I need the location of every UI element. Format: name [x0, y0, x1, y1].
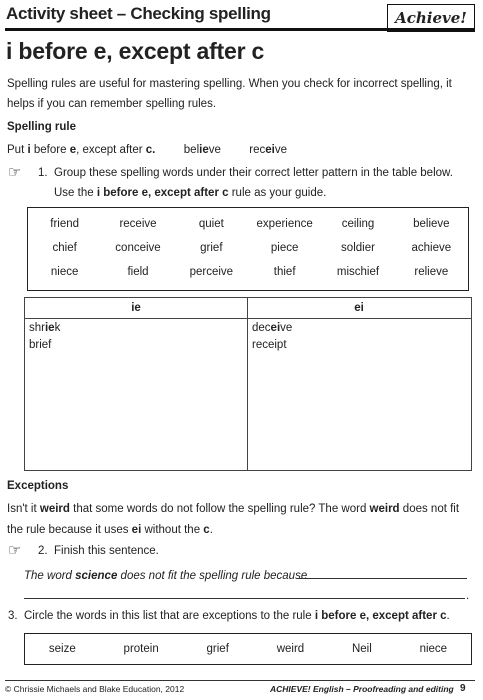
- step2-sentence: The word science does not fit the spelling rule because: [24, 570, 308, 582]
- word-bank-item: chief: [52, 242, 77, 254]
- spelling-rule-heading: Spelling rule: [7, 121, 77, 133]
- step2-text: Finish this sentence.: [54, 545, 159, 557]
- word-bank-item: field: [127, 266, 149, 278]
- word-bank-grid: [28, 215, 468, 282]
- page-number: 9: [460, 683, 466, 694]
- exception-words-row: [25, 634, 471, 664]
- word-bank-item: believe: [413, 218, 450, 230]
- pointing-hand-icon: ☞: [8, 163, 22, 181]
- rule-example-believe: believe: [183, 144, 221, 156]
- exception-word[interactable]: weird: [276, 643, 305, 655]
- word-bank-item: ceiling: [341, 218, 375, 230]
- word-bank-item: piece: [270, 242, 299, 254]
- table-header-ie: ie: [131, 302, 141, 314]
- word-bank-item: soldier: [341, 242, 375, 254]
- word-bank-box: [27, 207, 469, 291]
- table-entry: receipt: [252, 339, 287, 351]
- step1-text: Group these spelling words under their correct letter pattern in the table below. Use the i before e, except after c rule as your guide.: [54, 167, 453, 199]
- exception-word[interactable]: Neil: [351, 643, 372, 655]
- intro-paragraph: Spelling rules are useful for mastering spelling. When you check for incorrect spelling, it helps if you can remember spelling rules.: [7, 78, 452, 110]
- table-entry: shriek: [29, 322, 61, 334]
- word-bank-item: conceive: [115, 242, 161, 254]
- step2-number: 2.: [38, 545, 48, 557]
- word-bank-item: thief: [273, 266, 296, 278]
- answer-period: .: [466, 590, 470, 602]
- footer-divider: [5, 680, 475, 681]
- word-bank-item: grief: [200, 242, 223, 254]
- page-title: i before e, except after c: [6, 38, 265, 64]
- answer-line-2[interactable]: [24, 598, 465, 599]
- step3-number: 3.: [8, 610, 18, 622]
- exceptions-heading: Exceptions: [7, 480, 69, 492]
- exception-word[interactable]: grief: [206, 643, 229, 655]
- step3-text: Circle the words in this list that are exceptions to the rule i before e, except after c.: [24, 610, 450, 622]
- ei-column-entries: [252, 320, 292, 354]
- sheet-header-title: Activity sheet – Checking spelling: [6, 4, 271, 23]
- footer-copyright: © Chrissie Michaels and Blake Education, 2012: [5, 684, 185, 694]
- word-bank-item: niece: [50, 266, 79, 278]
- step1-number: 1.: [38, 167, 48, 179]
- word-bank-item: receive: [119, 218, 157, 230]
- word-bank-item: friend: [50, 218, 80, 230]
- word-bank-item: achieve: [411, 242, 452, 254]
- footer-book-title: ACHIEVE! English – Proofreading and editing: [270, 684, 454, 694]
- table-entry: deceive: [252, 322, 293, 334]
- word-bank-item: perceive: [189, 266, 234, 278]
- rule-example-receive: receive: [249, 144, 288, 156]
- header-divider: [5, 28, 475, 31]
- exception-word[interactable]: niece: [419, 643, 448, 655]
- exception-word[interactable]: seize: [48, 643, 76, 655]
- spelling-rule-line: Put i before e, except after c. believe receive: [7, 144, 288, 156]
- table-entry: brief: [29, 339, 52, 351]
- table-header-ei: ei: [354, 302, 364, 314]
- table-column-divider: [247, 298, 248, 470]
- exceptions-paragraph: Isn't it weird that some words do not follow the spelling rule? The word weird does not fit the rule because it uses ei without the c.: [7, 503, 460, 536]
- exception-word[interactable]: protein: [123, 643, 159, 655]
- word-bank-item: quiet: [198, 218, 224, 230]
- answer-line-1[interactable]: [296, 578, 467, 579]
- word-bank-item: relieve: [414, 266, 449, 278]
- ie-column-entries: [29, 320, 60, 354]
- pointing-hand-icon: ☞: [8, 541, 22, 559]
- achieve-badge: Achieve!: [387, 4, 475, 32]
- word-bank-item: experience: [256, 218, 313, 230]
- ie-ei-table: [24, 297, 472, 471]
- word-bank-item: mischief: [336, 266, 380, 278]
- exception-words-box: [24, 633, 472, 665]
